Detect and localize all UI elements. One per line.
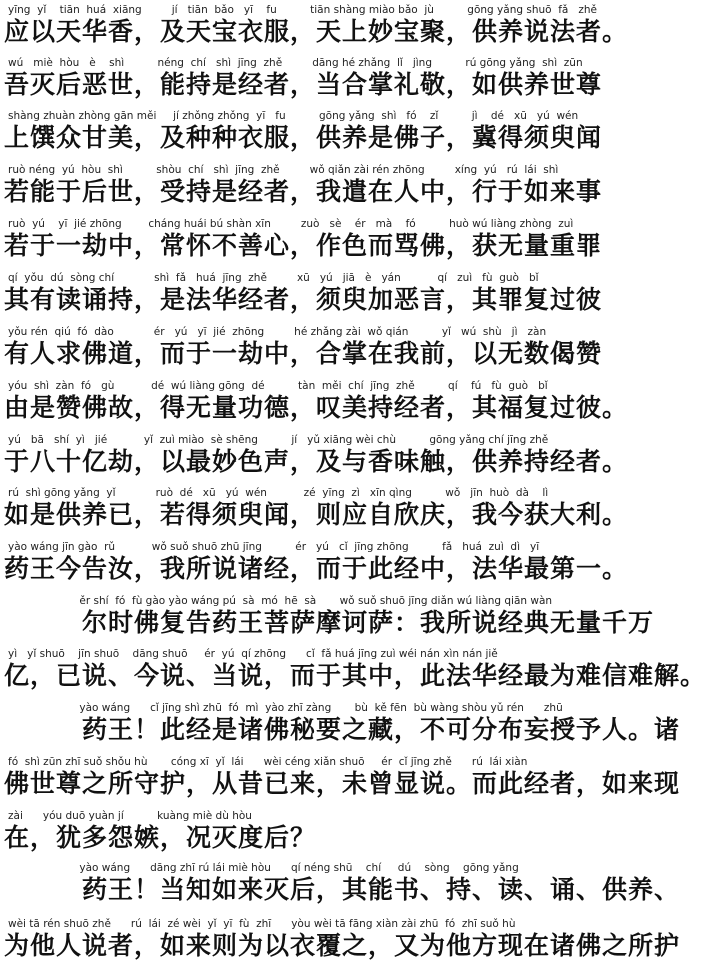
pinyin-annotation: zài yóu duō yuàn jí kuàng miè dù hòu <box>8 810 252 822</box>
pinyin-annotation: wú miè hòu è shì néng chí shì jīng zhě dāng hé zhǎng lǐ jìng rú gōng yǎng shì zūn <box>8 57 583 69</box>
chinese-text: 药王今告汝，我所说诸经，而于此经中，法华最第一。 <box>4 554 629 583</box>
chinese-text: 亿，已说、今说、当说，而于其中，此法华经最为难信难解。 <box>4 661 706 690</box>
pinyin-annotation: yǒu rén qiú fó dào ér yú yī jié zhōng hé zhǎng zài wǒ qián yǐ wú shù jì zàn <box>8 326 547 338</box>
pinyin-annotation: yóu shì zàn fó gù dé wú liàng gōng dé tàn měi chí jīng zhě qí fú fù guò bǐ <box>8 380 548 392</box>
pinyin-annotation: fó shì zūn zhī suǒ shǒu hù cóng xī yǐ lái wèi céng xiǎn shuō ér cǐ jīng zhě rú lái xiàn <box>8 756 528 768</box>
pinyin-annotation: yào wáng dāng zhī rú lái miè hòu qí néng shū chí dú sòng gōng yǎng <box>56 862 519 874</box>
pinyin-annotation: wèi tā rén shuō zhě rú lái zé wèi yǐ yī fù zhī yòu wèi tā fāng xiàn zài zhū fó zhī suǒ hù <box>8 918 516 930</box>
chinese-text: 上馔众甘美，及种种衣服，供养是佛子，冀得须臾闻 <box>4 123 603 152</box>
chinese-text: 尔时佛复告药王菩萨摩诃萨：我所说经典无量千万 <box>56 608 655 637</box>
pinyin-annotation: ruò néng yú hòu shì shòu chí shì jīng zhě wǒ qiǎn zài rén zhōng xíng yú rú lái shì <box>8 164 559 176</box>
pinyin-annotation: yào wáng jīn gào rǔ wǒ suǒ shuō zhū jīng ér yú cǐ jīng zhōng fǎ huá zuì dì yī <box>8 541 540 553</box>
pinyin-annotation: yú bā shí yì jié yǐ zuì miào sè shēng jí yǔ xiāng wèi chù gōng yǎng chí jīng zhě <box>8 434 549 446</box>
chinese-text: 如是供养已，若得须臾闻，则应自欣庆，我今获大利。 <box>4 500 629 529</box>
pinyin-annotation: ěr shí fó fù gào yào wáng pú sà mó hē sà wǒ suǒ shuō jīng diǎn wú liàng qiān wàn <box>56 595 553 607</box>
chinese-text: 其有读诵持，是法华经者，须臾加恶言，其罪复过彼 <box>4 285 603 314</box>
chinese-text: 应以天华香，及天宝衣服，天上妙宝聚，供养说法者。 <box>4 17 629 46</box>
pinyin-annotation: ruò yú yī jié zhōng cháng huái bú shàn xīn zuò sè ér mà fó huò wú liàng zhòng zuì <box>8 218 574 230</box>
pinyin-annotation: yì yǐ shuō jīn shuō dāng shuō ér yú qí zhōng cǐ fǎ huá jīng zuì wéi nán xìn nán jiě <box>8 648 498 660</box>
pinyin-annotation: yīng yǐ tiān huá xiāng jí tiān bǎo yī fu tiān shàng miào bǎo jù gōng yǎng shuō fǎ zhě <box>8 4 598 16</box>
chinese-text: 若于一劫中，常怀不善心，作色而骂佛，获无量重罪 <box>4 231 603 260</box>
chinese-text: 由是赞佛故，得无量功德，叹美持经者，其福复过彼。 <box>4 393 629 422</box>
pinyin-annotation: qí yǒu dú sòng chí shì fǎ huá jīng zhě xū yú jiā è yán qí zuì fù guò bǐ <box>8 272 539 284</box>
chinese-text: 在，犹多怨嫉，况灭度后？ <box>4 823 317 852</box>
chinese-text: 若能于后世，受持是经者，我遣在人中，行于如来事 <box>4 177 603 206</box>
pinyin-annotation: rú shì gōng yǎng yǐ ruò dé xū yú wén zé yīng zì xīn qìng wǒ jīn huò dà lì <box>8 487 549 499</box>
chinese-text: 有人求佛道，而于一劫中，合掌在我前，以无数偈赞 <box>4 339 603 368</box>
chinese-text: 药王！此经是诸佛秘要之藏，不可分布妄授予人。诸 <box>56 715 681 744</box>
chinese-text: 为他人说者，如来则为以衣覆之，又为他方现在诸佛之所护 <box>4 931 681 960</box>
pinyin-annotation: yào wáng cǐ jīng shì zhū fó mì yào zhī zàng bù kě fēn bù wàng shòu yǔ rén zhū <box>56 702 563 714</box>
chinese-text: 吾灭后恶世，能持是经者，当合掌礼敬，如供养世尊 <box>4 70 603 99</box>
chinese-text: 佛世尊之所守护，从昔已来，未曾显说。而此经者，如来现 <box>4 769 681 798</box>
chinese-text: 于八十亿劫，以最妙色声，及与香味触，供养持经者。 <box>4 447 629 476</box>
pinyin-annotation: shàng zhuàn zhòng gān měi jí zhǒng zhǒng yī fu gōng yǎng shì fó zǐ jì dé xū yú wén <box>8 110 579 122</box>
chinese-text: 药王！当知如来灭后，其能书、持、读、诵、供养、 <box>56 875 681 904</box>
